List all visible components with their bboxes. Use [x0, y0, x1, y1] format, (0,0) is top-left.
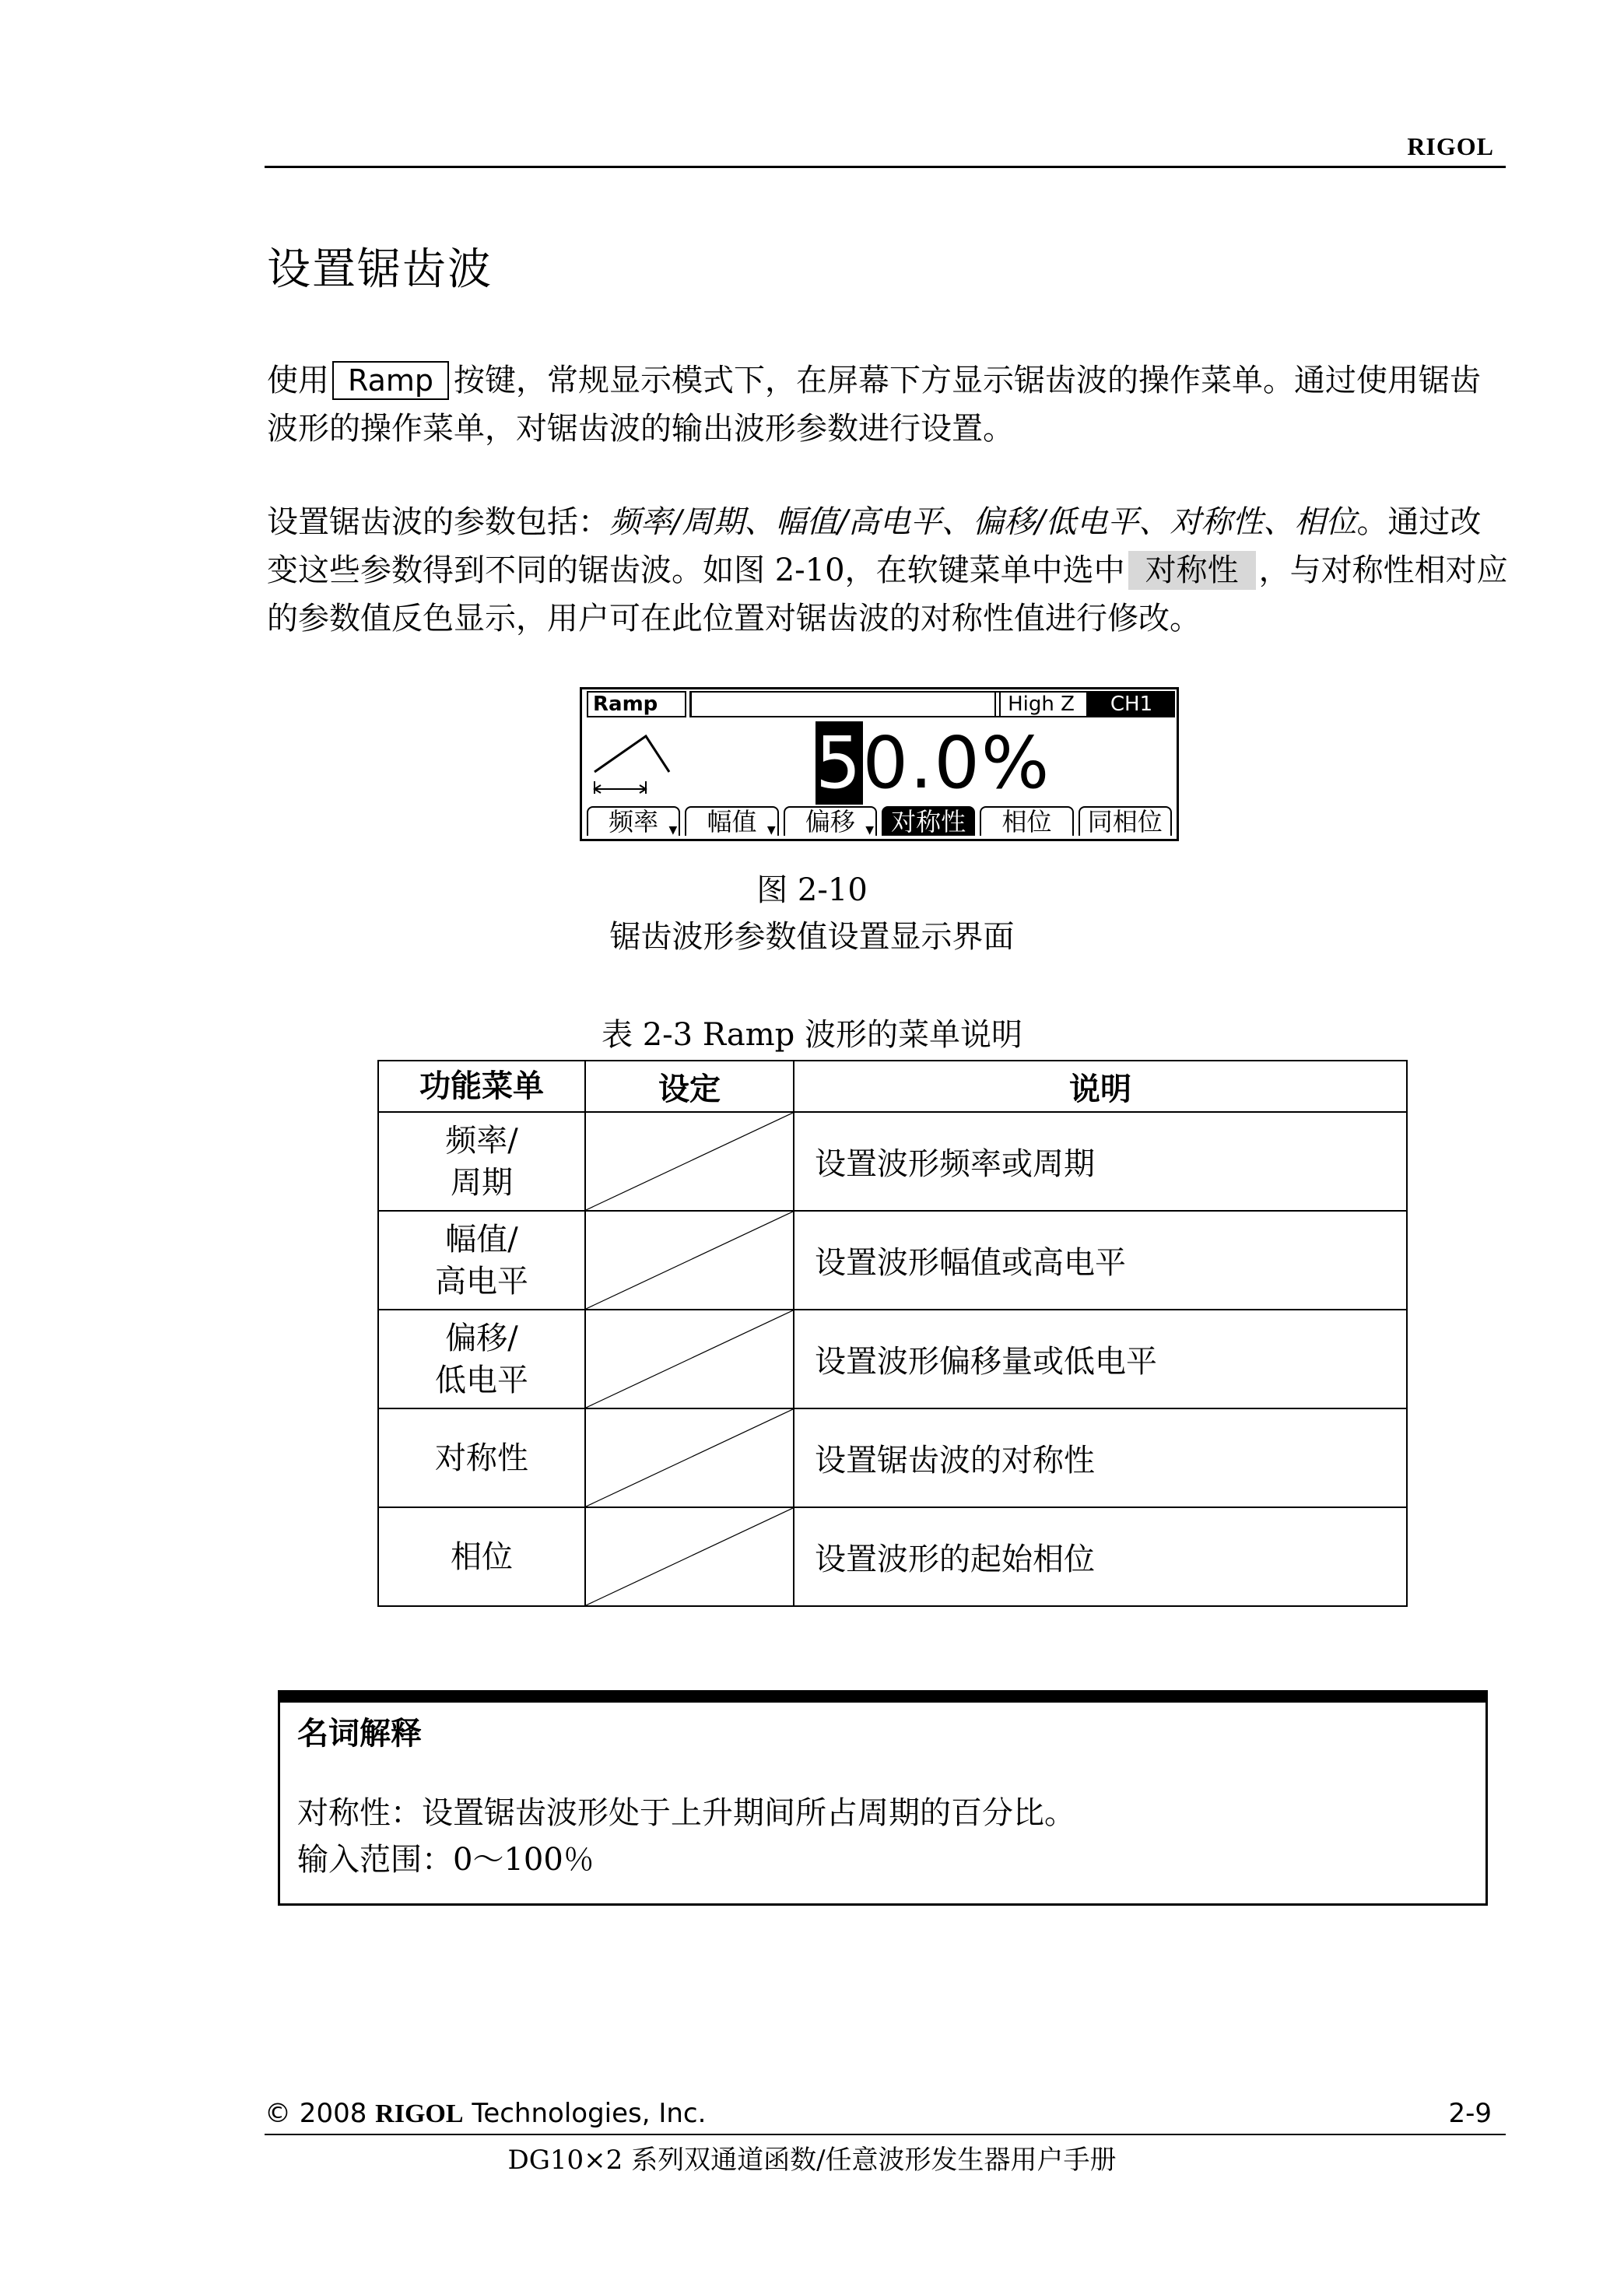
- header-brand: RIGOL: [1407, 132, 1494, 160]
- intro-paragraph: [267, 356, 1508, 453]
- menu-cell: 对称性: [378, 1408, 585, 1507]
- value-rest: 0.0%: [862, 721, 1051, 805]
- footer-copyright: [265, 2098, 706, 2129]
- ramp-key: Ramp: [332, 361, 449, 400]
- screen-channel: CH1: [1088, 691, 1175, 717]
- value-cursor-digit: 5: [816, 721, 863, 805]
- glossary-box: [278, 1690, 1488, 1906]
- menu-line-1: 幅值/: [445, 1221, 518, 1257]
- diagonal-line: [586, 1212, 793, 1309]
- table-header: 设定: [585, 1061, 794, 1112]
- softkey-offset[interactable]: [784, 806, 877, 836]
- softkey-phase-label: 相位: [1001, 807, 1052, 837]
- p2-lead: 设置锯齿波的参数包括：: [267, 504, 609, 540]
- submenu-arrow-icon: ▼: [865, 824, 874, 837]
- copyright-pre: © 2008: [265, 2098, 376, 2129]
- screen-value: [816, 721, 1051, 805]
- table-header: 功能菜单: [378, 1061, 585, 1112]
- table-header-row: [378, 1061, 1407, 1112]
- screen-impedance: High Z: [994, 691, 1088, 717]
- softkey-bar: [584, 806, 1175, 837]
- ramp-wave-icon: [591, 731, 677, 794]
- diagonal-line: [586, 1508, 793, 1605]
- footer-rule: [265, 2134, 1506, 2135]
- softkey-align-phase[interactable]: [1079, 806, 1172, 836]
- table-row: [378, 1507, 1407, 1606]
- figure-number: 图 2-10: [756, 872, 868, 908]
- softkey-freq[interactable]: [587, 806, 680, 836]
- manual-title: DG10×2 系列双通道函数/任意波形发生器用户手册: [507, 2145, 1117, 2176]
- section-title: 设置锯齿波: [267, 244, 493, 295]
- menu-line-2: 低电平: [435, 1362, 528, 1398]
- page-number: 2-9: [1448, 2098, 1492, 2129]
- symmetry-softkey-ref: 对称性: [1128, 551, 1256, 590]
- setting-cell: [585, 1310, 794, 1408]
- menu-line-1: 偏移/: [445, 1320, 518, 1356]
- setting-cell: [585, 1408, 794, 1507]
- p1-before: 使用: [267, 363, 329, 398]
- table-row: [378, 1408, 1407, 1507]
- setting-cell: [585, 1211, 794, 1310]
- p2-mid: 。通过改变这些参数得到不同的锯齿波。如图 2-10，在软键菜单中选中: [267, 504, 1482, 588]
- softkey-align-phase-label: 同相位: [1087, 807, 1163, 837]
- glossary-title: 名词解释: [297, 1716, 422, 1752]
- figure-caption: 锯齿波形参数值设置显示界面: [609, 919, 1015, 955]
- header-rule: [265, 166, 1506, 168]
- desc-cell: 设置波形的起始相位: [794, 1507, 1407, 1606]
- table-row: [378, 1211, 1407, 1310]
- menu-cell: [378, 1211, 585, 1310]
- screen-mode-label: Ramp: [587, 691, 686, 717]
- menu-cell: [378, 1310, 585, 1408]
- diagonal-line: [586, 1310, 793, 1408]
- p1-after: 按键，常规显示模式下，在屏幕下方显示锯齿波的操作菜单。通过使用锯齿波形的操作菜单，对锯齿波的输出波形参数进行设置。: [267, 363, 1481, 447]
- table-caption: 表 2-3 Ramp 波形的菜单说明: [602, 1017, 1022, 1053]
- submenu-arrow-icon: ▼: [668, 824, 678, 837]
- menu-cell: 相位: [378, 1507, 585, 1606]
- p2-tail: ，与对称性相对应的参数值反色显示，用户可在此位置对锯齿波的对称性值进行修改。: [267, 552, 1508, 637]
- device-screen: [580, 687, 1179, 841]
- menu-line-1: 频率/: [445, 1122, 518, 1159]
- menu-cell: [378, 1112, 585, 1211]
- desc-cell: 设置波形偏移量或低电平: [794, 1310, 1407, 1408]
- copyright-post: Technologies, Inc.: [463, 2098, 707, 2129]
- menu-line-2: 周期: [451, 1164, 513, 1201]
- p2-params: 频率/周期、幅值/高电平、偏移/低电平、对称性、相位: [609, 504, 1357, 540]
- submenu-arrow-icon: ▼: [766, 824, 776, 837]
- menu-table: [377, 1060, 1408, 1607]
- diagonal-line: [586, 1113, 793, 1210]
- setting-cell: [585, 1507, 794, 1606]
- desc-cell: 设置波形频率或周期: [794, 1112, 1407, 1211]
- softkey-symmetry[interactable]: [882, 806, 975, 836]
- menu-line-2: 高电平: [435, 1263, 528, 1300]
- params-paragraph: [267, 498, 1508, 643]
- copyright-brand: RIGOL: [375, 2099, 464, 2128]
- softkey-amp-label: 幅值: [707, 807, 757, 837]
- table-row: [378, 1112, 1407, 1211]
- softkey-freq-label: 频率: [609, 807, 659, 837]
- setting-cell: [585, 1112, 794, 1211]
- softkey-amp[interactable]: [685, 806, 778, 836]
- desc-cell: 设置锯齿波的对称性: [794, 1408, 1407, 1507]
- desc-cell: 设置波形幅值或高电平: [794, 1211, 1407, 1310]
- diagonal-line: [586, 1409, 793, 1507]
- table-header: 说明: [794, 1061, 1407, 1112]
- screen-status-bar: [689, 691, 1001, 717]
- softkey-phase[interactable]: [980, 806, 1073, 836]
- glossary-line-1: 对称性：设置锯齿波形处于上升期间所占周期的百分比。: [297, 1795, 1075, 1831]
- glossary-line-2: 输入范围：0～100％: [297, 1842, 595, 1878]
- table-row: [378, 1310, 1407, 1408]
- softkey-symmetry-label: 对称性: [891, 807, 966, 837]
- softkey-offset-label: 偏移: [805, 807, 855, 837]
